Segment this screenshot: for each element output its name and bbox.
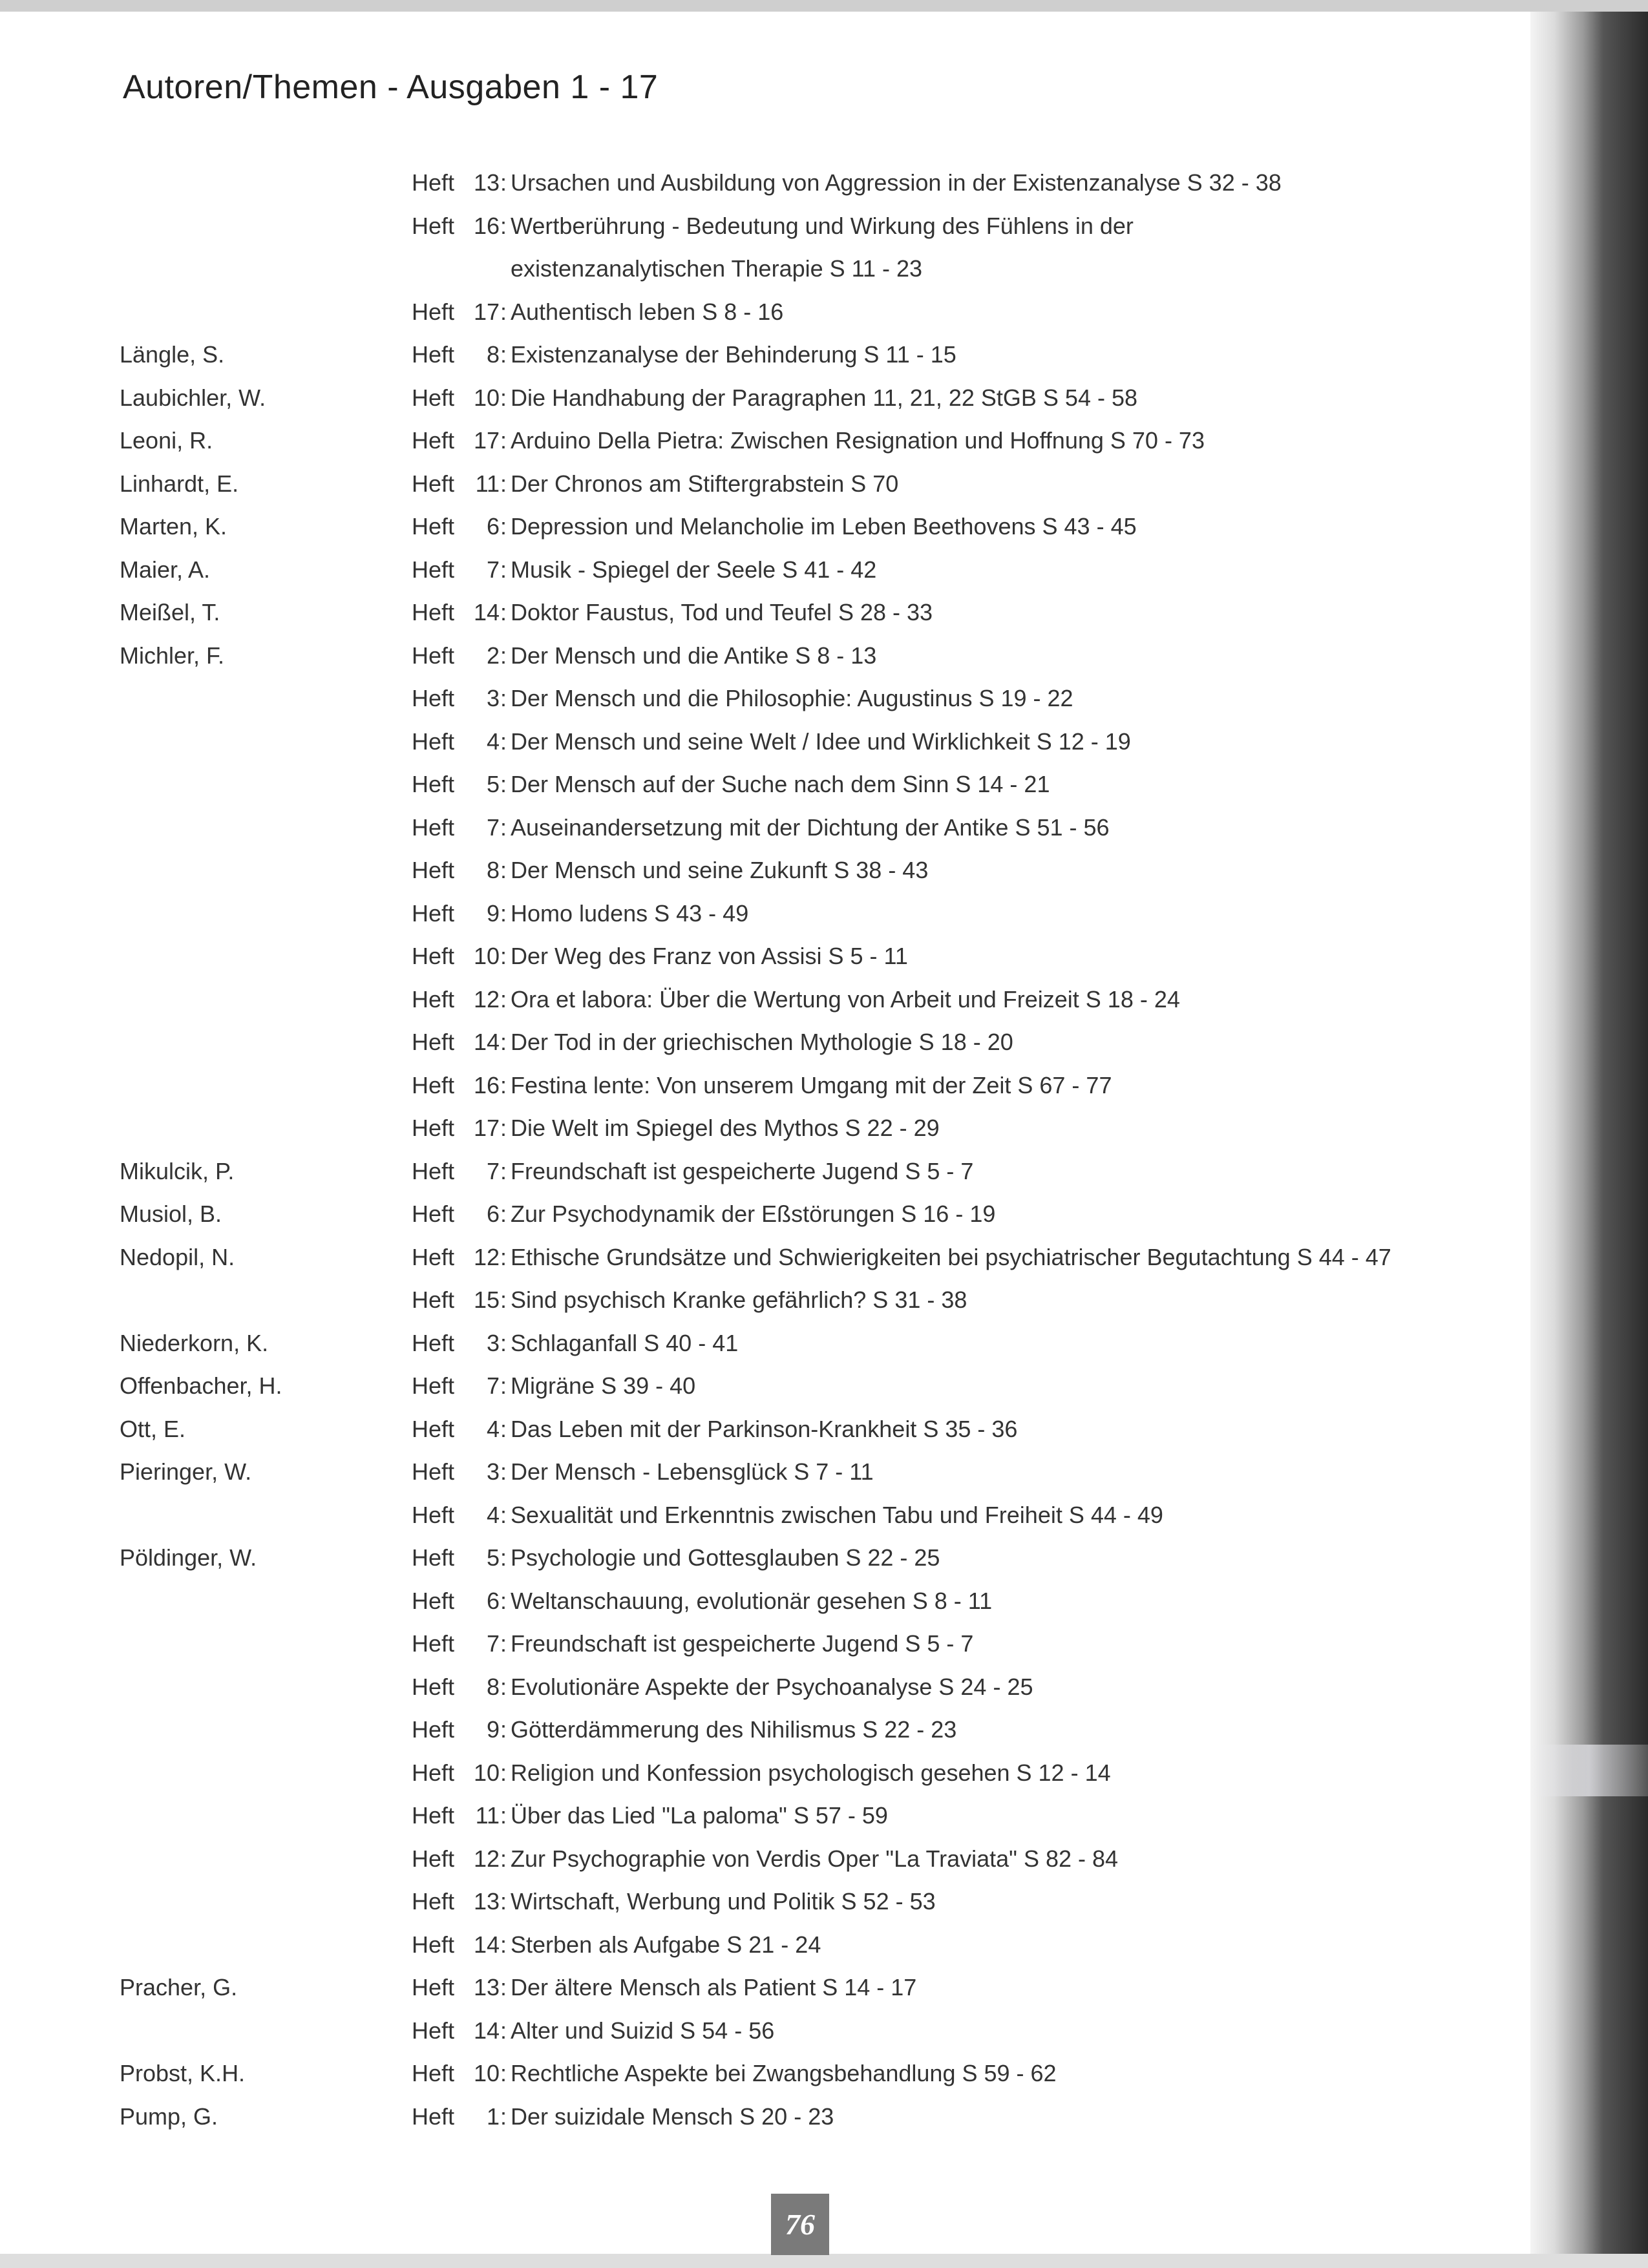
issue-separator: : <box>500 1372 507 1399</box>
issue-separator: : <box>500 728 507 755</box>
issue-separator: : <box>500 1845 507 1872</box>
issue-number: 10 <box>473 1759 500 1786</box>
index-entry <box>0 1107 1530 1150</box>
issue-label: Heft <box>412 2103 455 2130</box>
issue-separator: : <box>500 985 507 1013</box>
article-title: Götterdämmerung des Nihilismus S 22 - 23 <box>511 1716 957 1743</box>
index-entry <box>0 1622 1530 1666</box>
issue-separator: : <box>500 1329 507 1356</box>
issue-number: 7 <box>486 1157 500 1184</box>
issue-separator: : <box>500 899 507 927</box>
issue-number: 12 <box>473 1845 500 1872</box>
article-title: Der Chronos am Stiftergrabstein S 70 <box>511 470 899 497</box>
issue-label: Heft <box>412 513 455 540</box>
index-entry <box>0 892 1530 936</box>
issue-separator: : <box>500 470 507 497</box>
issue-separator: : <box>500 212 507 239</box>
index-entry <box>0 1322 1530 1365</box>
issue-separator: : <box>500 1587 507 1614</box>
issue-separator: : <box>500 1029 507 1055</box>
author-name: Mikulcik, P. <box>120 1157 235 1184</box>
author-name: Offenbacher, H. <box>120 1372 282 1399</box>
article-title: Homo ludens S 43 - 49 <box>511 899 749 927</box>
issue-number: 3 <box>486 1329 500 1356</box>
issue-label: Heft <box>412 814 455 841</box>
issue-separator: : <box>500 1458 507 1485</box>
issue-label: Heft <box>412 1630 455 1657</box>
issue-label: Heft <box>412 1888 455 1915</box>
issue-number: 6 <box>486 513 500 540</box>
article-title: Der suizidale Mensch S 20 - 23 <box>511 2103 834 2130</box>
issue-separator: : <box>500 341 507 368</box>
issue-separator: : <box>500 1415 507 1442</box>
index-entry <box>0 806 1530 850</box>
index-entry <box>0 1966 1530 2010</box>
index-entry <box>0 2052 1530 2095</box>
index-entry <box>0 1451 1530 1494</box>
author-name: Laubichler, W. <box>120 384 266 411</box>
author-name: Ott, E. <box>120 1415 186 1442</box>
issue-label: Heft <box>412 1802 455 1829</box>
issue-label: Heft <box>412 1716 455 1743</box>
index-entry <box>0 205 1530 248</box>
issue-number: 16 <box>473 1071 500 1098</box>
index-entry <box>0 2010 1530 2053</box>
index-entry <box>0 1537 1530 1580</box>
author-name: Linhardt, E. <box>120 470 239 497</box>
index-entry <box>0 1494 1530 1537</box>
issue-number: 17 <box>473 427 500 454</box>
issue-number: 16 <box>473 212 500 239</box>
author-topic-index <box>0 162 1530 2138</box>
issue-separator: : <box>500 1630 507 1657</box>
issue-label: Heft <box>412 1458 455 1485</box>
article-title: Psychologie und Gottesglauben S 22 - 25 <box>511 1544 940 1571</box>
issue-separator: : <box>500 1931 507 1958</box>
article-title: Wertberührung - Bedeutung und Wirkung des Fühlens in der <box>511 212 1134 239</box>
article-title: Freundschaft ist gespeicherte Jugend S 5 - 7 <box>511 1157 974 1184</box>
issue-label: Heft <box>412 1845 455 1872</box>
author-name: Maier, A. <box>120 556 211 583</box>
article-title: Der Mensch und seine Zukunft S 38 - 43 <box>511 857 929 883</box>
article-title: Zur Psychodynamik der Eßstörungen S 16 - 19 <box>511 1201 996 1227</box>
author-name: Musiol, B. <box>120 1201 222 1227</box>
article-title: Ora et labora: Über die Wertung von Arbeit und Freizeit S 18 - 24 <box>511 985 1180 1013</box>
article-title: Arduino Della Pietra: Zwischen Resignation und Hoffnung S 70 - 73 <box>511 427 1205 454</box>
index-entry <box>0 978 1530 1022</box>
scan-border-bottom <box>0 2254 1648 2268</box>
issue-separator: : <box>500 2060 507 2086</box>
page-number: 76 <box>771 2194 829 2255</box>
issue-number: 14 <box>473 2017 500 2044</box>
article-title: Freundschaft ist gespeicherte Jugend S 5 - 7 <box>511 1630 974 1657</box>
issue-separator: : <box>500 943 507 969</box>
index-entry <box>0 1408 1530 1451</box>
article-title: Der Tod in der griechischen Mythologie S 18 - 20 <box>511 1029 1013 1055</box>
issue-number: 1 <box>486 2103 500 2130</box>
article-title: Weltanschauung, evolutionär gesehen S 8 - 11 <box>511 1587 993 1614</box>
issue-label: Heft <box>412 169 455 196</box>
issue-label: Heft <box>412 1974 455 2000</box>
article-title: Doktor Faustus, Tod und Teufel S 28 - 33 <box>511 599 933 625</box>
issue-label: Heft <box>412 1501 455 1528</box>
issue-separator: : <box>500 1501 507 1528</box>
index-entry <box>0 1236 1530 1279</box>
article-title: Sind psychisch Kranke gefährlich? S 31 - 38 <box>511 1286 967 1313</box>
index-entry <box>0 1708 1530 1752</box>
issue-separator: : <box>500 1243 507 1270</box>
issue-number: 8 <box>486 341 500 368</box>
article-title: Evolutionäre Aspekte der Psychoanalyse S 24 - 25 <box>511 1673 1033 1700</box>
issue-separator: : <box>500 1759 507 1786</box>
issue-label: Heft <box>412 1286 455 1313</box>
issue-number: 8 <box>486 857 500 883</box>
index-entry <box>0 1924 1530 1967</box>
author-name: Pöldinger, W. <box>120 1544 257 1571</box>
issue-label: Heft <box>412 2060 455 2086</box>
index-entry <box>0 333 1530 377</box>
article-title: Rechtliche Aspekte bei Zwangsbehandlung S 59 - 62 <box>511 2060 1057 2086</box>
issue-number: 17 <box>473 1115 500 1141</box>
issue-label: Heft <box>412 1157 455 1184</box>
issue-separator: : <box>500 513 507 540</box>
issue-separator: : <box>500 2103 507 2130</box>
article-title: Der ältere Mensch als Patient S 14 - 17 <box>511 1974 917 2000</box>
index-entry <box>0 1193 1530 1236</box>
issue-separator: : <box>500 857 507 883</box>
article-title: existenzanalytischen Therapie S 11 - 23 <box>511 255 923 282</box>
issue-number: 11 <box>475 470 500 497</box>
issue-label: Heft <box>412 1544 455 1571</box>
issue-label: Heft <box>412 341 455 368</box>
issue-number: 7 <box>486 814 500 841</box>
issue-number: 7 <box>486 556 500 583</box>
article-title: Sexualität und Erkenntnis zwischen Tabu und Freiheit S 44 - 49 <box>511 1501 1163 1528</box>
issue-number: 12 <box>473 1243 500 1270</box>
article-title: Der Weg des Franz von Assisi S 5 - 11 <box>511 943 908 969</box>
article-title: Der Mensch - Lebensglück S 7 - 11 <box>511 1458 874 1485</box>
issue-number: 9 <box>486 1716 500 1743</box>
article-title: Musik - Spiegel der Seele S 41 - 42 <box>511 556 877 583</box>
index-entry <box>0 591 1530 635</box>
issue-separator: : <box>500 556 507 583</box>
article-title: Existenzanalyse der Behinderung S 11 - 15 <box>511 341 956 368</box>
issue-number: 10 <box>473 384 500 411</box>
index-entry <box>0 2095 1530 2139</box>
issue-number: 14 <box>473 599 500 625</box>
article-title: Ethische Grundsätze und Schwierigkeiten bei psychiatrischer Begutachtung S 44 - 47 <box>511 1243 1391 1270</box>
issue-number: 4 <box>486 728 500 755</box>
author-name: Leoni, R. <box>120 427 213 454</box>
issue-number: 13 <box>473 169 500 196</box>
index-entry <box>0 1838 1530 1881</box>
issue-number: 14 <box>473 1029 500 1055</box>
issue-label: Heft <box>412 1673 455 1700</box>
author-name: Probst, K.H. <box>120 2060 246 2086</box>
issue-separator: : <box>500 1974 507 2000</box>
issue-label: Heft <box>412 1759 455 1786</box>
issue-separator: : <box>500 771 507 797</box>
issue-label: Heft <box>412 2017 455 2044</box>
issue-number: 6 <box>486 1201 500 1227</box>
article-title: Wirtschaft, Werbung und Politik S 52 - 53 <box>511 1888 936 1915</box>
article-title: Das Leben mit der Parkinson-Krankheit S 35 - 36 <box>511 1415 1018 1442</box>
index-entry <box>0 935 1530 978</box>
issue-separator: : <box>500 1115 507 1141</box>
index-entry <box>0 720 1530 764</box>
issue-label: Heft <box>412 298 455 325</box>
article-title: Der Mensch und seine Welt / Idee und Wirklichkeit S 12 - 19 <box>511 728 1131 755</box>
issue-separator: : <box>500 599 507 625</box>
issue-separator: : <box>500 1544 507 1571</box>
index-entry <box>0 1666 1530 1709</box>
article-title: Religion und Konfession psychologisch gesehen S 12 - 14 <box>511 1759 1111 1786</box>
issue-label: Heft <box>412 384 455 411</box>
issue-number: 5 <box>486 1544 500 1571</box>
issue-label: Heft <box>412 1415 455 1442</box>
issue-number: 15 <box>473 1286 500 1313</box>
issue-separator: : <box>500 1802 507 1829</box>
issue-label: Heft <box>412 1029 455 1055</box>
article-title: Die Welt im Spiegel des Mythos S 22 - 29 <box>511 1115 940 1141</box>
article-title: Die Handhabung der Paragraphen 11, 21, 22 StGB S 54 - 58 <box>511 384 1137 411</box>
issue-separator: : <box>500 169 507 196</box>
author-name: Pracher, G. <box>120 1974 238 2000</box>
issue-separator: : <box>500 642 507 669</box>
article-title: Ursachen und Ausbildung von Aggression in der Existenzanalyse S 32 - 38 <box>511 169 1282 196</box>
author-name: Nedopil, N. <box>120 1243 235 1270</box>
issue-label: Heft <box>412 899 455 927</box>
index-entry <box>0 1150 1530 1193</box>
spine-highlight <box>1530 1745 1648 1796</box>
index-entry <box>0 291 1530 334</box>
issue-label: Heft <box>412 943 455 969</box>
index-entry <box>0 1279 1530 1322</box>
article-title: Schlaganfall S 40 - 41 <box>511 1329 739 1356</box>
issue-label: Heft <box>412 857 455 883</box>
issue-number: 5 <box>486 771 500 797</box>
index-entry-continuation <box>0 247 1530 291</box>
index-entry <box>0 1794 1530 1838</box>
index-entry <box>0 505 1530 549</box>
author-name: Pump, G. <box>120 2103 218 2130</box>
page-title: Autoren/Themen - Ausgaben 1 - 17 <box>123 68 659 106</box>
issue-label: Heft <box>412 1329 455 1356</box>
issue-number: 13 <box>473 1888 500 1915</box>
issue-separator: : <box>500 1071 507 1098</box>
issue-separator: : <box>500 2017 507 2044</box>
index-entry <box>0 377 1530 420</box>
issue-number: 6 <box>486 1587 500 1614</box>
article-title: Authentisch leben S 8 - 16 <box>511 298 784 325</box>
article-title: Depression und Melancholie im Leben Beethovens S 43 - 45 <box>511 513 1137 540</box>
issue-separator: : <box>500 298 507 325</box>
article-title: Der Mensch und die Antike S 8 - 13 <box>511 642 877 669</box>
issue-label: Heft <box>412 427 455 454</box>
article-title: Der Mensch und die Philosophie: Augustinus S 19 - 22 <box>511 685 1073 711</box>
issue-number: 14 <box>473 1931 500 1958</box>
issue-number: 11 <box>475 1802 500 1829</box>
author-name: Längle, S. <box>120 341 225 368</box>
index-entry <box>0 849 1530 892</box>
article-title: Festina lente: Von unserem Umgang mit der Zeit S 67 - 77 <box>511 1071 1112 1098</box>
issue-label: Heft <box>412 771 455 797</box>
article-title: Zur Psychographie von Verdis Oper "La Traviata" S 82 - 84 <box>511 1845 1119 1872</box>
issue-number: 12 <box>473 985 500 1013</box>
issue-separator: : <box>500 1716 507 1743</box>
index-entry <box>0 1580 1530 1623</box>
index-entry <box>0 463 1530 506</box>
issue-label: Heft <box>412 685 455 711</box>
author-name: Meißel, T. <box>120 599 220 625</box>
index-entry <box>0 1021 1530 1064</box>
issue-number: 3 <box>486 1458 500 1485</box>
issue-label: Heft <box>412 1931 455 1958</box>
issue-label: Heft <box>412 1372 455 1399</box>
issue-separator: : <box>500 1286 507 1313</box>
author-name: Marten, K. <box>120 513 227 540</box>
issue-label: Heft <box>412 470 455 497</box>
index-entry <box>0 1752 1530 1795</box>
issue-label: Heft <box>412 1201 455 1227</box>
article-title: Auseinandersetzung mit der Dichtung der Antike S 51 - 56 <box>511 814 1110 841</box>
index-entry <box>0 162 1530 205</box>
issue-label: Heft <box>412 212 455 239</box>
issue-label: Heft <box>412 642 455 669</box>
issue-number: 4 <box>486 1501 500 1528</box>
issue-number: 7 <box>486 1630 500 1657</box>
index-entry <box>0 635 1530 678</box>
author-name: Michler, F. <box>120 642 225 669</box>
issue-label: Heft <box>412 1587 455 1614</box>
issue-separator: : <box>500 1201 507 1227</box>
issue-separator: : <box>500 384 507 411</box>
issue-label: Heft <box>412 1115 455 1141</box>
issue-separator: : <box>500 685 507 711</box>
issue-number: 8 <box>486 1673 500 1700</box>
issue-number: 10 <box>473 2060 500 2086</box>
issue-number: 7 <box>486 1372 500 1399</box>
index-entry <box>0 677 1530 720</box>
author-name: Pieringer, W. <box>120 1458 252 1485</box>
issue-separator: : <box>500 427 507 454</box>
issue-label: Heft <box>412 599 455 625</box>
article-title: Migräne S 39 - 40 <box>511 1372 696 1399</box>
index-entry <box>0 549 1530 592</box>
issue-number: 4 <box>486 1415 500 1442</box>
issue-number: 10 <box>473 943 500 969</box>
article-title: Über das Lied "La paloma" S 57 - 59 <box>511 1802 888 1829</box>
author-name: Niederkorn, K. <box>120 1329 269 1356</box>
article-title: Sterben als Aufgabe S 21 - 24 <box>511 1931 821 1958</box>
issue-label: Heft <box>412 985 455 1013</box>
issue-number: 2 <box>486 642 500 669</box>
issue-label: Heft <box>412 1243 455 1270</box>
issue-separator: : <box>500 814 507 841</box>
index-entry <box>0 1880 1530 1924</box>
issue-number: 13 <box>473 1974 500 2000</box>
issue-label: Heft <box>412 1071 455 1098</box>
index-entry <box>0 1064 1530 1108</box>
issue-number: 3 <box>486 685 500 711</box>
issue-label: Heft <box>412 556 455 583</box>
index-entry <box>0 419 1530 463</box>
issue-separator: : <box>500 1673 507 1700</box>
book-spine-shadow <box>1530 12 1648 2254</box>
index-entry <box>0 1365 1530 1408</box>
index-entry <box>0 763 1530 806</box>
issue-number: 9 <box>486 899 500 927</box>
article-title: Der Mensch auf der Suche nach dem Sinn S 14 - 21 <box>511 771 1050 797</box>
issue-number: 17 <box>473 298 500 325</box>
issue-label: Heft <box>412 728 455 755</box>
article-title: Alter und Suizid S 54 - 56 <box>511 2017 775 2044</box>
issue-separator: : <box>500 1888 507 1915</box>
issue-separator: : <box>500 1157 507 1184</box>
